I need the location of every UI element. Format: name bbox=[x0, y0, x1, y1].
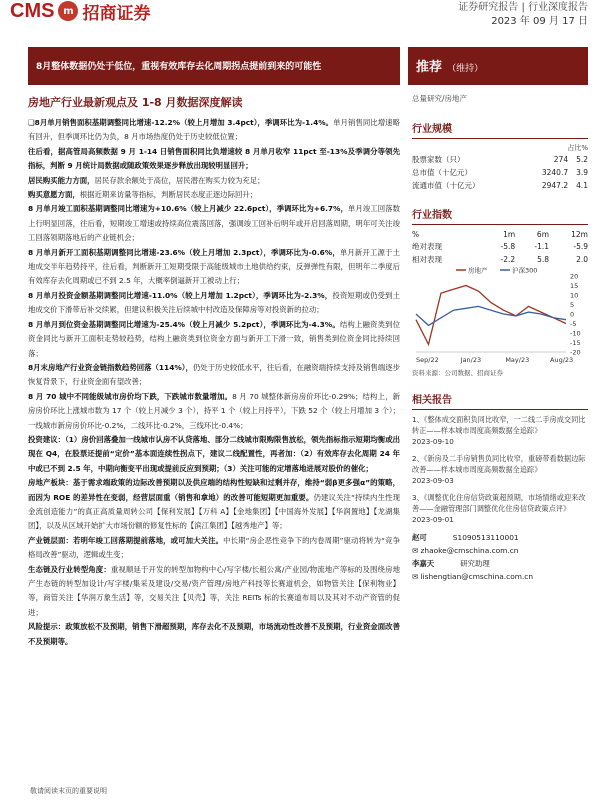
scale-pct: 3.9 bbox=[576, 168, 588, 177]
analyst-id: S1090513110001 bbox=[452, 533, 519, 542]
y-tick-label: -5 bbox=[570, 320, 577, 328]
sidebar bbox=[412, 93, 588, 583]
body-paragraph-bold: 8 月单月竣工面积基期调整同比增速为+10.6%（较上月减少 22.6pct），季调环比为+6.7%， bbox=[28, 204, 348, 214]
logo-cn-text: 招商证券 bbox=[82, 3, 151, 24]
scale-name: 流通市值（十亿元） bbox=[412, 181, 480, 190]
y-tick-label: -20 bbox=[570, 348, 581, 357]
logo-badge-icon: m bbox=[58, 1, 78, 21]
body-paragraph bbox=[28, 188, 400, 202]
body-paragraph-text: 单月销售同比增速略有回升，但季调环比仍为负，8 月市场热度仍处于历史较低位置； bbox=[28, 118, 400, 142]
body-paragraph-bold: 投资建议：（1）房价回落叠加一线城市认房不认贷落地、部分二线城市限购限售放松，领先指标指示短期均衡或出现在 Q4，在股票还提前“定价”基本面连续性拐点下，建议二线配置性，再者加：（2）有效库存去化周期 24 年中或已不到 2.5 年，中期向衡变平出现或提前反应到预期；（3）关注可能的定增落地进展对股价的催化； bbox=[28, 434, 400, 473]
body-paragraph bbox=[28, 289, 400, 318]
scale-row bbox=[412, 153, 588, 166]
scale-value: 2947.2 bbox=[541, 181, 569, 190]
report-subtitle: 房地产行业最新观点及 1-8 月数据深度解读 bbox=[28, 96, 243, 109]
y-tick-label: -15 bbox=[570, 339, 581, 347]
body-paragraph bbox=[28, 174, 400, 188]
body-paragraph-text: 居民存款余额处于高位，居民潜在购买力较为充足； bbox=[94, 175, 265, 185]
cms-logo bbox=[10, 0, 150, 22]
x-tick-label: Jan/23 bbox=[460, 356, 482, 364]
analyst-name: 赵可 bbox=[412, 533, 427, 542]
industry-label: 总量研究/房地产 bbox=[412, 94, 468, 103]
index-header: % bbox=[412, 230, 420, 239]
analyst-id: 研究助理 bbox=[460, 559, 490, 568]
body-paragraph-bold: 8 月单月到位资金基期调整同比增速为-25.4%（较上月减少 5.2pct），季调环比为-4.3%。 bbox=[28, 319, 340, 329]
related-report[interactable] bbox=[412, 453, 588, 486]
body-paragraph-text: 8 月 70 城整体新房房价环比-0.29%；结构上，新房房价环比上涨城市数为 17 个（较上月减少 3 个），持平 1 个（较上月持平），下跌 52 个（较上月增加 3 个）；一线城市新房房价环比-0.2%，二线环比-0.2%，三线环比-0.4%； bbox=[28, 391, 400, 430]
related-report-title[interactable]: 1、《整体成交面积负同比收窄，一二线二手房成交同比转正——样本城市周度高频数据全追踪》 bbox=[412, 415, 586, 435]
scale-pct: 4.1 bbox=[576, 181, 588, 190]
related-title: 相关报告 bbox=[412, 391, 588, 410]
body-paragraph-text: 仍建议关注“持续内生性现金流创造能力”的真正高质量周转公司【保利发展】【万科 A】【金地集团】【中国海外发展】【华润置地】【龙湖集团】，以及从区域开始扩大市场份额的修复性标的【滨江集团】【越秀地产】等； bbox=[28, 492, 400, 531]
y-tick-label: 5 bbox=[570, 301, 575, 309]
legend-label: 房地产 bbox=[468, 266, 488, 275]
body-paragraph-text: 投资短期或仍受到土地成交价下滑带后补交续累，但建议积极关注后续城中村改造及保障房等对投资新的拉动； bbox=[28, 290, 400, 315]
body-paragraph bbox=[28, 534, 400, 563]
body-paragraph bbox=[28, 563, 400, 621]
body-paragraph-text: 仍处于历史较低水平，往后看，在融资端持续支持及销售端逐步恢复背景下，行业资金面有望改善； bbox=[28, 362, 400, 387]
index-header-row bbox=[412, 229, 588, 240]
body-paragraph-bold: 8 月 70 城中不同能级城市房价均下跌，下跌城市数量增加。 bbox=[28, 391, 233, 401]
index-row-name: 相对表现 bbox=[412, 255, 442, 264]
y-tick-label: 15 bbox=[570, 282, 579, 290]
body-paragraph-bold: ❑8月单月销售面积基期调整同比增速-12.2%（较上月增加 3.4pct），季调环比为-1.4%。 bbox=[28, 118, 334, 127]
index-value: -1.1 bbox=[534, 242, 549, 251]
scale-name: 股票家数（只） bbox=[412, 155, 465, 164]
body-paragraph bbox=[28, 318, 400, 361]
body-paragraph-bold: 生态链及行业转型角度： bbox=[28, 564, 111, 574]
body-paragraph-bold: 8 月单月投资金额基期调整同比增速-11.0%（较上月增加 1.2pct），季调环比为-2.3%， bbox=[28, 290, 333, 300]
rating-detail: （维持） bbox=[447, 64, 484, 74]
index-table bbox=[412, 229, 588, 266]
body-paragraph bbox=[28, 246, 400, 289]
chart-source: 资料来源：公司数据、招商证券 bbox=[412, 369, 503, 377]
index-value: -5.8 bbox=[500, 242, 516, 251]
related-report-title[interactable]: 3、《调整优化住房信贷政策超预期，市场情绪或迎来改善——金融管理部门调整优化住房信贷政策点评》 bbox=[412, 493, 586, 513]
body-paragraph-bold: 产业链层面：若明年竣工回落期提前落地，或可加大关注。 bbox=[28, 535, 224, 545]
related-list bbox=[412, 414, 588, 525]
headline-banner: 8月整体数据仍处于低位，重视有效库存去化周期拐点提前到来的可能性 bbox=[28, 47, 400, 85]
y-tick-label: 20 bbox=[570, 272, 579, 281]
scale-value: 274 bbox=[553, 155, 569, 164]
body-paragraph-bold: 购买意愿方面， bbox=[28, 190, 80, 200]
index-row-name: 绝对表现 bbox=[412, 242, 442, 251]
index-header: 6m bbox=[536, 230, 549, 239]
rating-label: 推荐 bbox=[416, 60, 443, 75]
footer-note: 敬请阅读末页的重要说明 bbox=[30, 787, 107, 795]
rating-box bbox=[408, 47, 588, 85]
scale-row bbox=[412, 166, 588, 179]
body-paragraph-bold: 房地产板块：基于需求端政策的边际改善预期以及供应端的结构性短缺和过剩并存，维持“弱β更多强α”的策略，而因为 ROE 的差异性在变弱，经营层面重（销售和拿地）的改善可能短期更加重要。 bbox=[28, 478, 400, 502]
y-tick-label: 0 bbox=[570, 310, 575, 319]
related-report-date: 2023-09-10 bbox=[412, 437, 454, 446]
index-chart-svg bbox=[412, 266, 588, 366]
x-tick-label: May/23 bbox=[505, 356, 530, 364]
analyst-email[interactable]: ✉ lishengtian@cmschina.com.cn bbox=[412, 572, 534, 581]
scale-name: 总市值（十亿元） bbox=[412, 168, 472, 177]
main-body bbox=[28, 116, 400, 788]
analyst bbox=[412, 557, 588, 583]
body-paragraph-text: 结构上融资类到位资金同比与新开工面积走势较趋势，结构上融资类到位资金方面与新开工下滑一致，销售类到位资金同比持续回落； bbox=[28, 319, 400, 358]
related-report-title[interactable]: 2、《新房及二手房销售负同比收窄，重磅带看数据边际改善——样本城市周度高频数据全追踪》 bbox=[412, 454, 586, 474]
index-value: 5.8 bbox=[537, 255, 549, 264]
scale-row bbox=[412, 179, 588, 192]
scale-value: 3240.7 bbox=[541, 168, 569, 177]
report-date: 2023 年 09 月 17 日 bbox=[491, 16, 588, 27]
body-paragraph bbox=[28, 116, 400, 145]
analyst-email[interactable]: ✉ zhaoke@cmschina.com.cn bbox=[412, 546, 519, 555]
related-report-date: 2023-09-03 bbox=[412, 476, 454, 485]
index-value: -2.2 bbox=[500, 255, 516, 264]
body-paragraph bbox=[28, 433, 400, 476]
body-paragraph bbox=[28, 620, 400, 649]
body-paragraph-text: 中长期“房企恶性竞争下的内卷周期”驱动将转为“竞争格局改善”驱动，逻辑或生变； bbox=[28, 535, 400, 560]
body-paragraph-text: 单月新开工源于土地成交半年趋势持平，往后看，判断新开工短期受限于高能级城市土地供给约束，反弹弹性有限，但明年二季度后有效库存去化周期或已不到 2.5 年，大概率倒逼新开工被动上行； bbox=[28, 247, 400, 286]
index-value: -5.9 bbox=[573, 242, 588, 251]
x-tick-label: Sep/22 bbox=[416, 356, 439, 364]
legend-label: 沪深300 bbox=[512, 266, 538, 275]
body-paragraph bbox=[28, 145, 400, 174]
body-paragraph-bold: 8 月单月新开工面积基期调整同比增速-23.6%（较上月增加 2.3pct），季调环比为-0.6%， bbox=[28, 247, 340, 257]
body-paragraph-bold: 往后看，据高管局高频数据 9 月 1-14 日销售面积同比负增速较 8 月单月收窄 11pct 至-13%及季调分等领先指标，判断 9 月统计局数据或随政策效果逐步释放出现较明显回升； bbox=[28, 146, 400, 171]
body-paragraph bbox=[28, 202, 400, 245]
pct-header: 占比% bbox=[567, 144, 588, 152]
logo-cms-text: CMS bbox=[10, 0, 55, 22]
index-header: 1m bbox=[503, 230, 516, 239]
report-type: 证券研究报告 | 行业深度报告 bbox=[458, 2, 588, 13]
body-paragraph-bold: 8月末房地产行业资金链指数趋势回落（114%）， bbox=[28, 362, 193, 372]
scale-table bbox=[412, 153, 588, 192]
related-report[interactable] bbox=[412, 414, 588, 447]
index-row bbox=[412, 240, 588, 253]
index-title: 行业指数 bbox=[412, 206, 588, 225]
body-paragraph-text: 重视顺延于开发的转型加物构中心/写字楼/长租公寓/产业园/物流地产等标的及围绕房地产生态链的转型加设计/写字楼/集采及建设/交易/资产管理/房地产科技等长赛道机会，如物管关注【保利物业】等，商管关注【华润万象生活】等，交易关注【贝壳】等，关注 REITs 标的长赛道布局以及其对不动产资管的促进； bbox=[28, 564, 400, 617]
x-tick-label: Aug/23 bbox=[550, 356, 574, 364]
body-paragraph-bold: 风险提示：政策放松不及预期，销售下滑超预期，库存去化不及预期，市场流动性改善不及预期，行业资金面改善不及预期等。 bbox=[28, 622, 400, 646]
y-tick-label: -10 bbox=[570, 329, 581, 338]
body-paragraph bbox=[28, 361, 400, 390]
scale-title: 行业规模 bbox=[412, 120, 588, 139]
scale-pct: 5.2 bbox=[576, 155, 588, 164]
related-report-date: 2023-09-01 bbox=[412, 515, 454, 524]
y-tick-label: 10 bbox=[570, 291, 579, 300]
analyst-list bbox=[412, 531, 588, 583]
index-value: 2.0 bbox=[576, 255, 588, 264]
body-paragraph bbox=[28, 476, 400, 534]
related-report[interactable] bbox=[412, 492, 588, 525]
analyst-name: 李嘉天 bbox=[412, 559, 435, 568]
analyst bbox=[412, 531, 588, 557]
body-paragraph-text: 单月竣工回落数上行明显回落，往后看，短期竣工增速或持续高位震荡回落，强调竣工回补后明年或开启回落周期，明年可关注竣工回落领期落地后的产业链机会； bbox=[28, 204, 400, 243]
index-header: 12m bbox=[571, 230, 588, 239]
index-row bbox=[412, 253, 588, 266]
series-line-hs300 bbox=[416, 306, 566, 325]
page-header bbox=[0, 0, 600, 32]
index-chart bbox=[412, 266, 588, 366]
body-paragraph-bold: 居民购买能力方面， bbox=[28, 175, 95, 185]
body-paragraph-text: 根据近期来访量等指标，判断居民态度正逐边际回升； bbox=[79, 190, 258, 200]
body-paragraph bbox=[28, 390, 400, 433]
